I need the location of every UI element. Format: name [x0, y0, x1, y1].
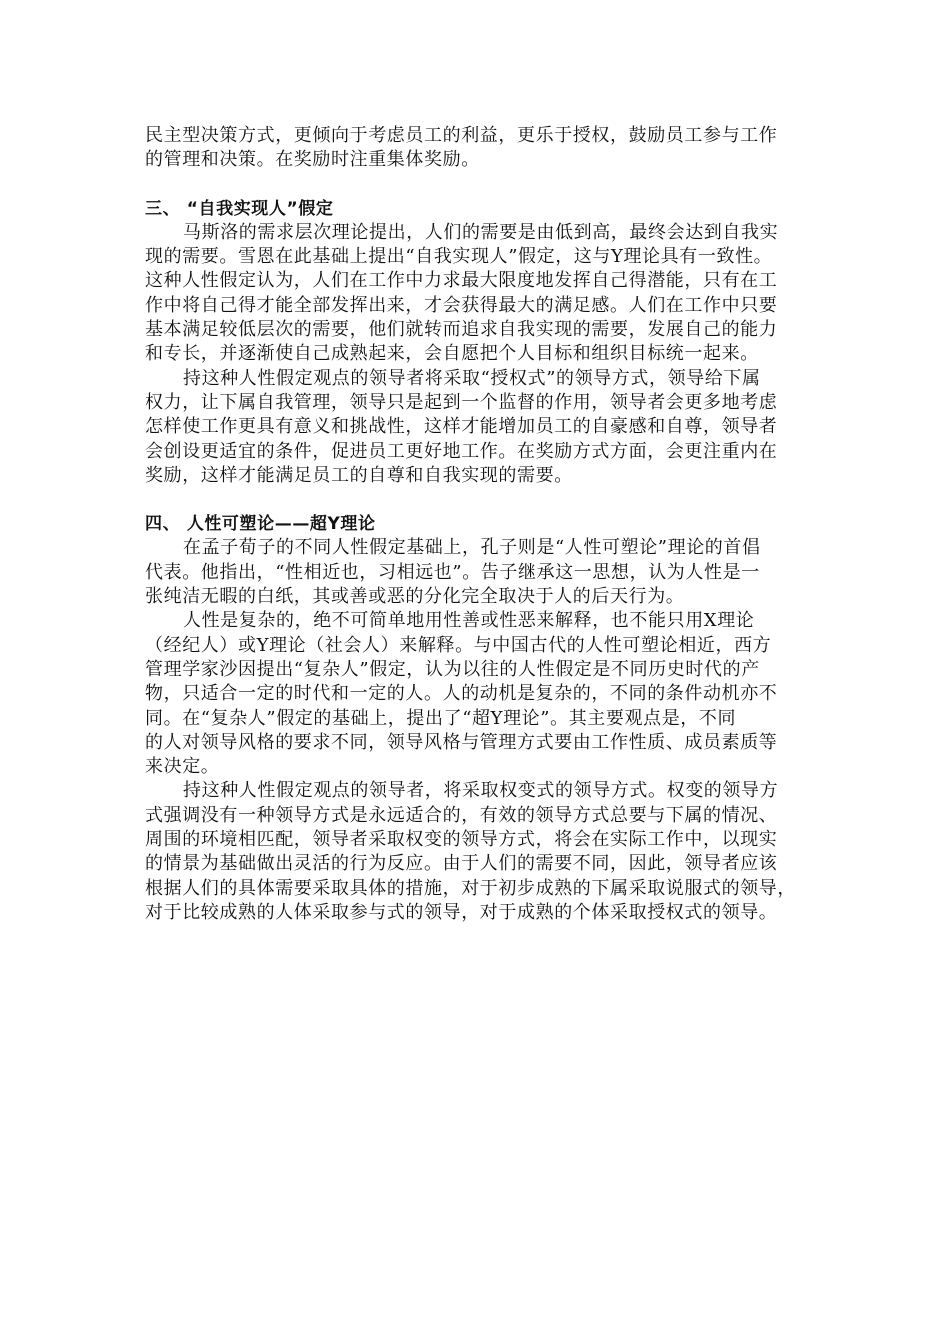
section-heading: 四、 人性可塑论——超Y理论	[145, 514, 376, 535]
section-heading: 三、 “自我实现人”假定	[145, 198, 334, 219]
text-line: 现的需要。雪恩在此基础上提出“自我实现人”假定，这与Y理论具有一致性。	[145, 246, 773, 268]
paragraph	[145, 367, 807, 488]
text-line: 的人对领导风格的要求不同，领导风格与管理方式要由工作性质、成员素质等	[145, 731, 778, 753]
text-line: 奖励，这样才能满足员工的自尊和自我实现的需要。	[145, 464, 573, 486]
text-line: 民主型决策方式，更倾向于考虑员工的利益，更乐于授权，鼓励员工参与工作	[145, 125, 778, 146]
text-line: 的管理和决策。在奖励时注重集体奖励。	[145, 149, 480, 171]
text-line: 怎样使工作更具有意义和挑战性，这样才能增加员工的自豪感和自尊，领导者	[145, 416, 778, 438]
paragraph	[145, 609, 807, 779]
paragraph	[145, 536, 807, 609]
text-line: 持这种人性假定观点的领导者，将采取权变式的领导方式。权变的领导方	[183, 780, 779, 802]
text-line: 人性是复杂的，绝不可简单地用性善或性恶来解释，也不能只用X理论	[183, 610, 755, 632]
text-line: 和专长，并逐渐使自己成熟起来，会自愿把个人目标和组织目标统一起来。	[145, 343, 759, 365]
text-line: 来决定。	[145, 756, 220, 778]
text-line: 马斯洛的需求层次理论提出，人们的需要是由低到高，最终会达到自我实	[183, 221, 779, 243]
text-line: 的情景为基础做出灵活的行为反应。由于人们的需要不同，因此，领导者应该	[145, 853, 778, 875]
text-line: 作中将自己得才能全部发挥出来，才会获得最大的满足感。人们在工作中只要	[145, 294, 778, 316]
text-line: 持这种人性假定观点的领导者将采取“授权式”的领导方式，领导给下属	[183, 367, 761, 389]
section-4	[145, 512, 807, 925]
text-line: （经纪人）或Y理论（社会人）来解释。与中国古代的人性可塑论相近，西方	[145, 634, 772, 656]
text-line: 同。在“复杂人”假定的基础上，提出了“超Y理论”。其主要观点是，不同	[145, 707, 737, 729]
text-line: 周围的环境相匹配，领导者采取权变的领导方式，将会在实际工作中，以现实	[145, 829, 778, 851]
text-line: 根据人们的具体需要采取具体的措施，对于初步成熟的下属采取说服式的领导，	[145, 877, 796, 899]
text-line: 在孟子荀子的不同人性假定基础上，孔子则是“人性可塑论”理论的首倡	[183, 537, 761, 559]
intro-paragraph	[145, 124, 807, 173]
text-line: 式强调没有一种领导方式是永远适合的，有效的领导方式总要与下属的情况、	[145, 804, 778, 826]
section-3	[145, 197, 807, 489]
paragraph	[145, 779, 807, 925]
text-line: 代表。他指出，“性相近也，习相远也”。告子继承这一思想，认为人性是一	[145, 561, 760, 583]
text-line: 对于比较成熟的人体采取参与式的领导，对于成熟的个体采取授权式的领导。	[145, 901, 778, 923]
paragraph	[145, 221, 807, 367]
text-line: 物，只适合一定的时代和一定的人。人的动机是复杂的，不同的条件动机亦不	[145, 683, 778, 705]
text-line: 权力，让下属自我管理，领导只是起到一个监督的作用，领导者会更多地考虑	[145, 391, 778, 413]
text-line: 张纯洁无暇的白纸，其或善或恶的分化完全取决于人的后天行为。	[145, 586, 685, 608]
text-line: 管理学家沙因提出“复杂人”假定，认为以往的人性假定是不同历史时代的产	[145, 658, 760, 680]
text-line: 这种人性假定认为，人们在工作中力求最大限度地发挥自己得潜能，只有在工	[145, 270, 778, 292]
document-page	[145, 124, 807, 925]
text-line: 基本满足较低层次的需要，他们就转而追求自我实现的需要，发展自己的能力	[145, 319, 778, 341]
text-line: 会创设更适宜的条件，促进员工更好地工作。在奖励方式方面，会更注重内在	[145, 440, 778, 462]
